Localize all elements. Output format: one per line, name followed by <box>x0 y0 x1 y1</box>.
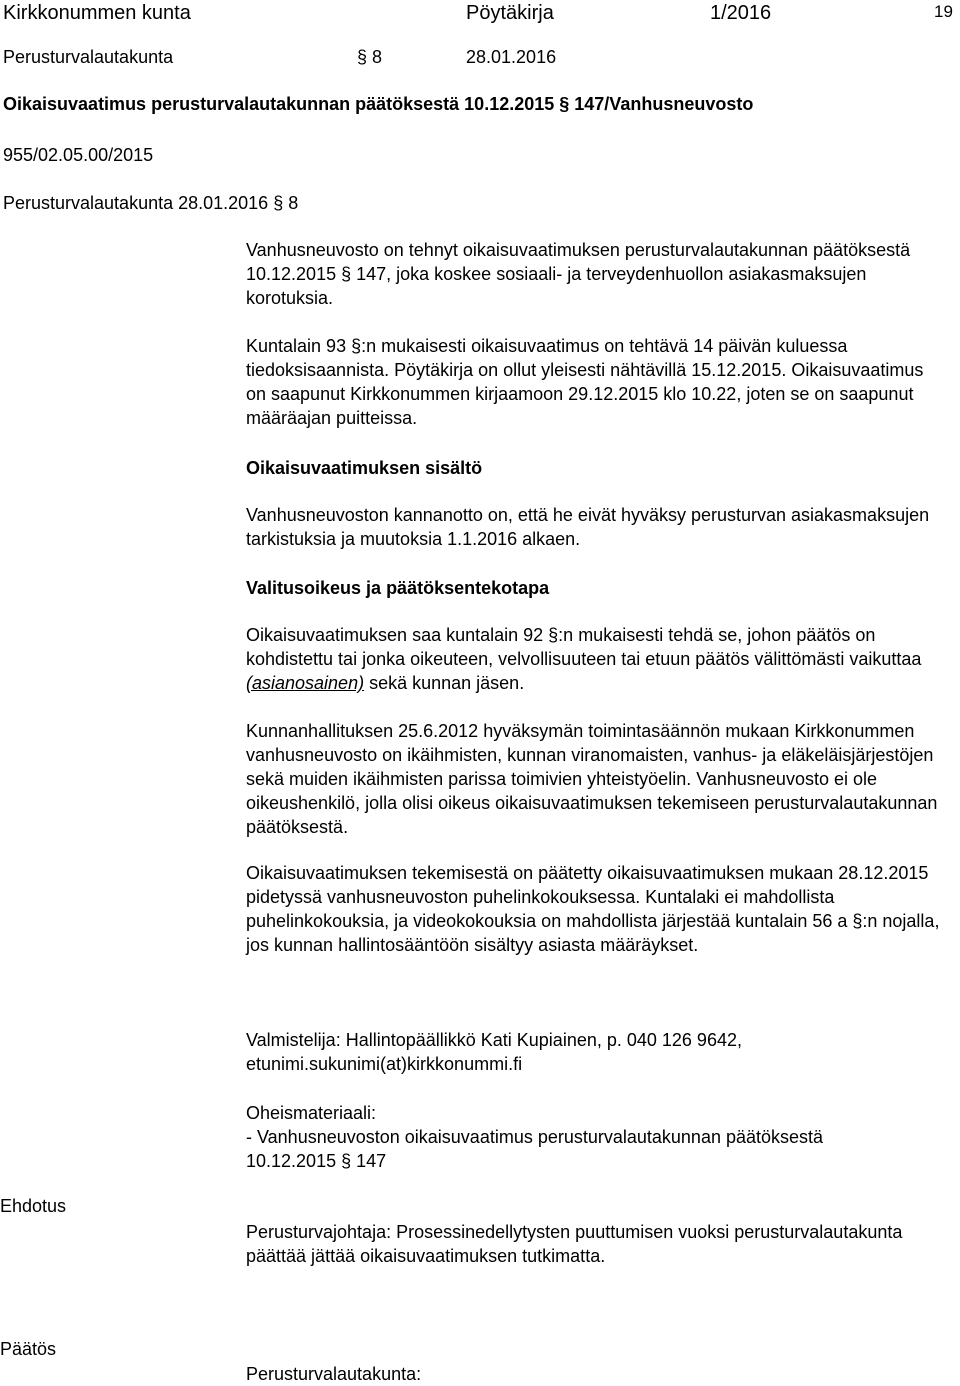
paragraph-3 <box>246 503 946 551</box>
decision-label: Päätös <box>0 1339 57 1359</box>
paragraph-5 <box>246 719 946 839</box>
paragraph-1-text: Vanhusneuvosto on tehnyt oikaisuvaatimuksen perusturvalautakunnan päätöksestä 10.12.2015 § 147, joka koskee sosiaali- ja terveydenhuollon asiakasmaksujen korotuksia. <box>246 240 911 308</box>
proposal-text: Perusturvajohtaja: Prosessinedellytysten puuttumisen vuoksi perusturvalautakunta päättää jättää oikaisuvaatimuksen tutkimatta. <box>246 1222 903 1266</box>
paragraph-4-part-c: sekä kunnan jäsen. <box>364 673 525 693</box>
header-section: § 8 <box>357 47 383 67</box>
attachments <box>246 1101 946 1173</box>
header-date: 28.01.2016 <box>466 47 557 67</box>
decision-text-block <box>246 1362 946 1386</box>
reference-number: 955/02.05.00/2015 <box>3 145 154 165</box>
attachments-label: Oheismateriaali: <box>246 1103 377 1123</box>
paragraph-2-text: Kuntalain 93 §:n mukaisesti oikaisuvaatimus on tehtävä 14 päivän kuluessa tiedoksisaannista. Pöytäkirja on ollut yleisesti nähtävillä 15.12.2015. Oikaisuvaatimus on saapunut Kirkkonummen kirjaamoon 29.12.2015 klo 10.22, joten se on saapunut määräajan puitteissa. <box>246 336 924 428</box>
attachment-item-line-2: 10.12.2015 § 147 <box>246 1151 387 1171</box>
document-title: Oikaisuvaatimus perusturvalautakunnan päätöksestä 10.12.2015 § 147/Vanhusneuvosto <box>3 94 754 114</box>
preparer-info <box>246 1028 946 1076</box>
paragraph-4 <box>246 623 946 695</box>
header-page-number: 19 <box>934 2 953 21</box>
paragraph-2 <box>246 334 946 430</box>
paragraph-1 <box>246 238 946 310</box>
paragraph-4-text <box>246 623 946 695</box>
decision-text: Perusturvalautakunta: <box>246 1364 422 1384</box>
preparer-line-1: Valmistelija: Hallintopäällikkö Kati Kupiainen, p. 040 126 9642, <box>246 1030 742 1050</box>
meeting-reference: Perusturvalautakunta 28.01.2016 § 8 <box>3 193 299 213</box>
attachment-item-line-1: - Vanhusneuvoston oikaisuvaatimus perusturvalautakunnan päätöksestä <box>246 1127 824 1147</box>
header-section-number: 8 <box>372 47 383 67</box>
proposal-label: Ehdotus <box>0 1196 67 1216</box>
proposal-text-block <box>246 1220 946 1268</box>
header-org: Kirkkonummen kunta <box>3 2 191 24</box>
paragraph-4-party-term: (asianosainen) <box>246 673 365 693</box>
header-body: Perusturvalautakunta <box>3 47 174 67</box>
preparer-email: etunimi.sukunimi(at)kirkkonummi.fi <box>246 1054 523 1074</box>
paragraph-3-text: Vanhusneuvoston kannanotto on, että he eivät hyväksy perusturvan asiakasmaksujen tarkistuksia ja muutoksia 1.1.2016 alkaen. <box>246 505 930 549</box>
header-doc-number: 1/2016 <box>710 2 772 24</box>
header-doc-type: Pöytäkirja <box>466 2 554 24</box>
paragraph-6-text: Oikaisuvaatimuksen tekemisestä on päätetty oikaisuvaatimuksen mukaan 28.12.2015 pidetyssä vanhusneuvoston puhelinkokouksessa. Kuntalaki ei mahdollista puhelinkokouksia, ja videokokouksia on mahdollista järjestää kuntalain 56 a §:n nojalla, jos kunnan hallintosääntöön sisältyy asiasta määräykset. <box>246 863 940 955</box>
paragraph-6 <box>246 861 946 957</box>
paragraph-5-text: Kunnanhallituksen 25.6.2012 hyväksymän toimintasäännön mukaan Kirkkonummen vanhusneuvosto on ikäihmisten, kunnan viranomaisten, vanhus- ja eläkeläisjärjestöjen sekä muiden ikäihmisten parissa toimivien yhteistyöelin. Vanhusneuvosto ei ole oikeushenkilö, jolla olisi oikeus oikaisuvaatimuksen tekemiseen perusturvalautakunnan päätöksestä. <box>246 721 938 837</box>
heading-content: Oikaisuvaatimuksen sisältö <box>246 458 483 478</box>
heading-appeal-right: Valitusoikeus ja päätöksentekotapa <box>246 578 550 598</box>
paragraph-4-part-a: Oikaisuvaatimuksen saa kuntalain 92 §:n mukaisesti tehdä se, johon päätös on kohdistettu tai jonka oikeuteen, velvollisuuteen tai etuun päätös välittömästi vaikuttaa <box>246 625 922 669</box>
